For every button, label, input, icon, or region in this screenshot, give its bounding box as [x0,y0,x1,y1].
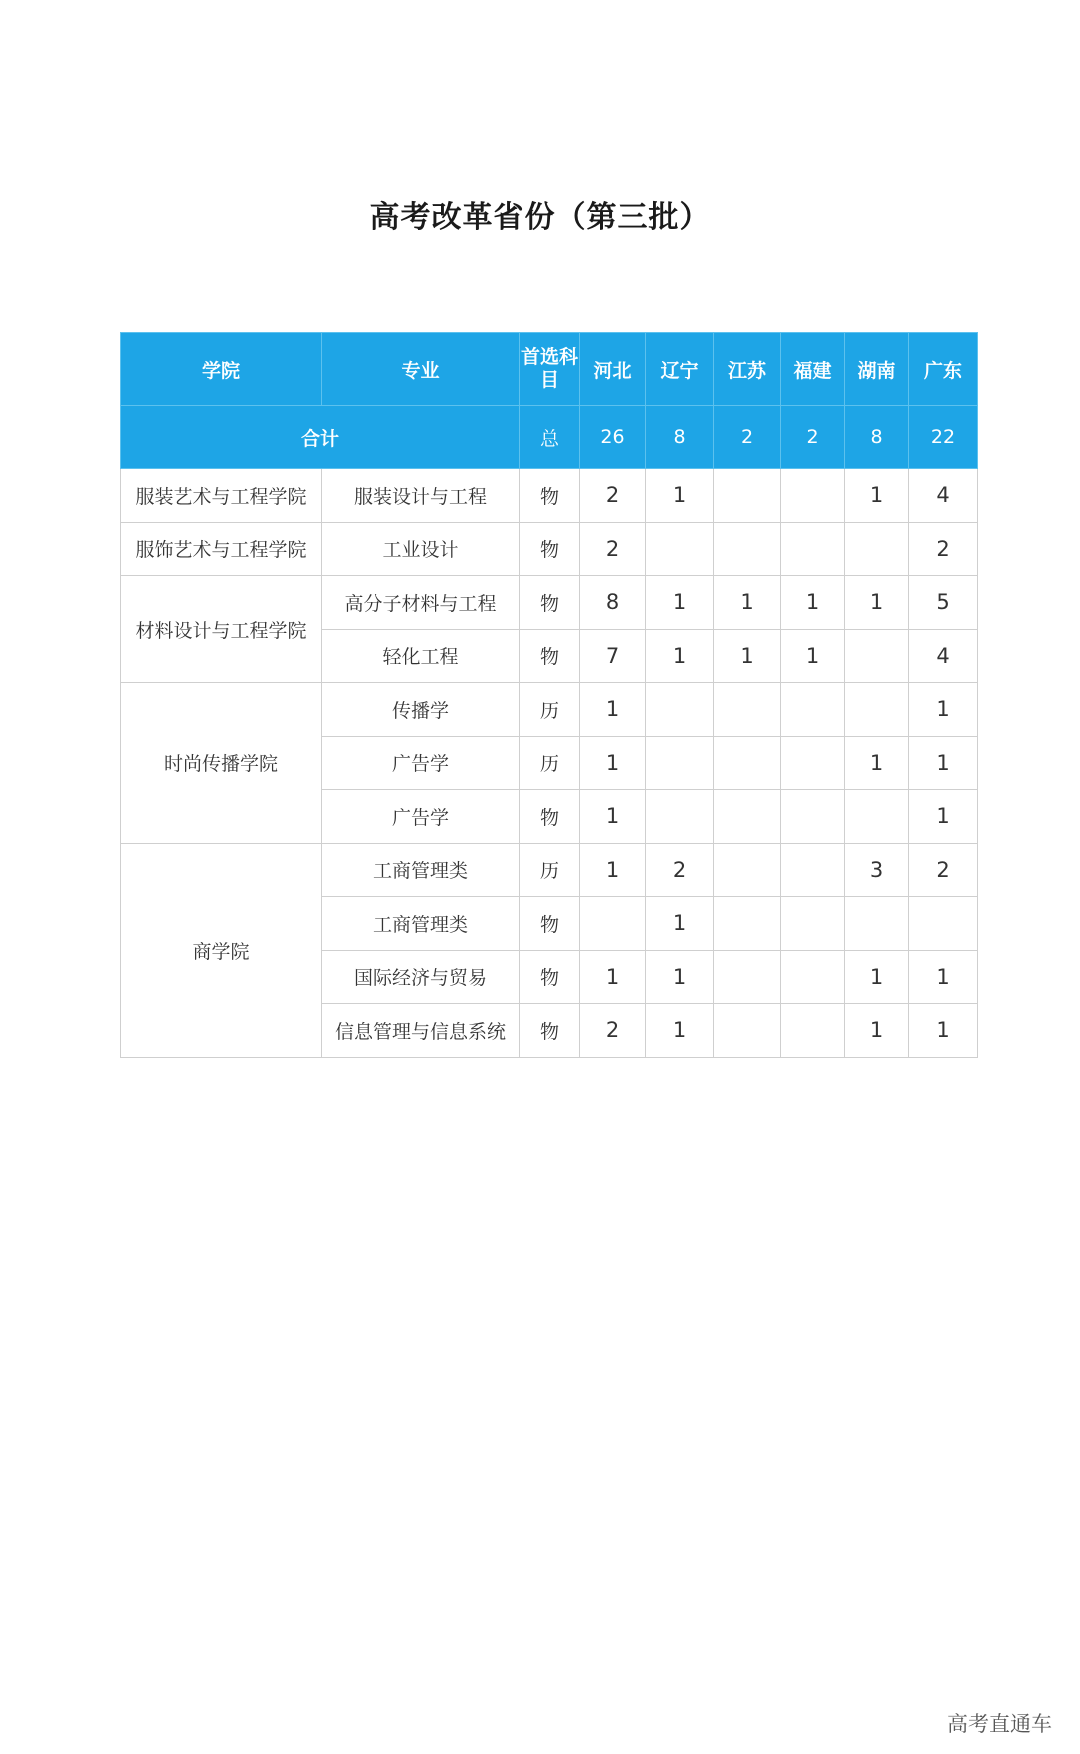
major-cell: 传播学 [322,683,520,737]
table-row [121,683,978,737]
major-cell: 工商管理类 [322,843,520,897]
count-cell [646,790,714,844]
count-cell: 1 [580,843,646,897]
count-cell: 1 [714,629,781,683]
count-cell [781,736,845,790]
count-cell: 2 [909,522,978,576]
count-cell: 1 [909,790,978,844]
subject-cell: 物 [520,950,580,1004]
subject-header: 首选科目 [520,333,580,406]
subject-cell: 物 [520,897,580,951]
subject-cell: 物 [520,1004,580,1058]
major-cell: 工商管理类 [322,897,520,951]
total-value: 8 [646,406,714,469]
count-cell [781,897,845,951]
subject-cell: 物 [520,522,580,576]
count-cell: 1 [909,1004,978,1058]
count-cell [781,950,845,1004]
subject-cell: 物 [520,576,580,630]
subject-cell: 历 [520,736,580,790]
count-cell: 1 [845,1004,909,1058]
count-cell [646,736,714,790]
count-cell [781,1004,845,1058]
count-cell [909,897,978,951]
college-cell: 服装艺术与工程学院 [121,469,322,523]
count-cell: 1 [909,950,978,1004]
province-header: 福建 [781,333,845,406]
count-cell: 4 [909,629,978,683]
count-cell: 1 [909,683,978,737]
major-cell: 工业设计 [322,522,520,576]
count-cell: 3 [845,843,909,897]
count-cell: 1 [580,790,646,844]
count-cell [714,1004,781,1058]
count-cell [781,522,845,576]
major-cell: 高分子材料与工程 [322,576,520,630]
count-cell [714,522,781,576]
subject-cell: 历 [520,843,580,897]
count-cell: 2 [580,522,646,576]
count-cell [845,683,909,737]
count-cell [781,469,845,523]
subject-cell: 历 [520,683,580,737]
count-cell [714,683,781,737]
count-cell [714,790,781,844]
count-cell [714,950,781,1004]
college-cell: 商学院 [121,843,322,1057]
table-row [121,469,978,523]
count-cell: 2 [580,1004,646,1058]
college-cell: 服饰艺术与工程学院 [121,522,322,576]
college-cell: 时尚传播学院 [121,683,322,844]
total-value: 22 [909,406,978,469]
count-cell: 1 [580,950,646,1004]
count-cell [580,897,646,951]
watermark: 高考直通车 [947,1712,1052,1736]
province-header: 河北 [580,333,646,406]
count-cell [714,897,781,951]
major-header: 专业 [322,333,520,406]
college-header: 学院 [121,333,322,406]
count-cell [646,522,714,576]
total-row [121,406,978,469]
count-cell: 1 [714,576,781,630]
major-cell: 信息管理与信息系统 [322,1004,520,1058]
count-cell: 1 [845,950,909,1004]
province-header: 辽宁 [646,333,714,406]
count-cell: 1 [646,629,714,683]
total-subject: 总 [520,406,580,469]
total-value: 2 [781,406,845,469]
count-cell: 8 [580,576,646,630]
table-body [121,469,978,1058]
major-cell: 国际经济与贸易 [322,950,520,1004]
total-value: 2 [714,406,781,469]
major-cell: 服装设计与工程 [322,469,520,523]
province-header: 江苏 [714,333,781,406]
count-cell: 2 [909,843,978,897]
count-cell: 1 [781,629,845,683]
count-cell [781,790,845,844]
subject-cell: 物 [520,790,580,844]
count-cell: 1 [580,736,646,790]
count-cell: 1 [781,576,845,630]
count-cell: 1 [646,897,714,951]
table-row [121,576,978,630]
count-cell: 1 [646,576,714,630]
count-cell [845,897,909,951]
table-row [121,843,978,897]
count-cell [646,683,714,737]
count-cell [845,629,909,683]
count-cell: 1 [646,469,714,523]
major-cell: 广告学 [322,736,520,790]
enrollment-plan-table [120,332,978,1058]
total-label: 合计 [121,406,520,469]
count-cell [714,843,781,897]
count-cell: 1 [646,1004,714,1058]
total-value: 8 [845,406,909,469]
count-cell: 1 [580,683,646,737]
count-cell: 1 [646,950,714,1004]
province-header: 湖南 [845,333,909,406]
count-cell [781,683,845,737]
subject-cell: 物 [520,629,580,683]
college-cell: 材料设计与工程学院 [121,576,322,683]
count-cell: 1 [845,469,909,523]
major-cell: 广告学 [322,790,520,844]
major-cell: 轻化工程 [322,629,520,683]
province-header: 广东 [909,333,978,406]
count-cell: 2 [646,843,714,897]
subject-cell: 物 [520,469,580,523]
table-header-row [121,333,978,406]
count-cell: 4 [909,469,978,523]
count-cell: 5 [909,576,978,630]
total-value: 26 [580,406,646,469]
count-cell [845,790,909,844]
page-title: 高考改革省份（第三批） [369,200,711,235]
count-cell: 7 [580,629,646,683]
table-row [121,522,978,576]
count-cell [845,522,909,576]
count-cell [714,469,781,523]
count-cell: 2 [580,469,646,523]
count-cell: 1 [845,576,909,630]
count-cell: 1 [845,736,909,790]
count-cell [781,843,845,897]
count-cell [714,736,781,790]
count-cell: 1 [909,736,978,790]
